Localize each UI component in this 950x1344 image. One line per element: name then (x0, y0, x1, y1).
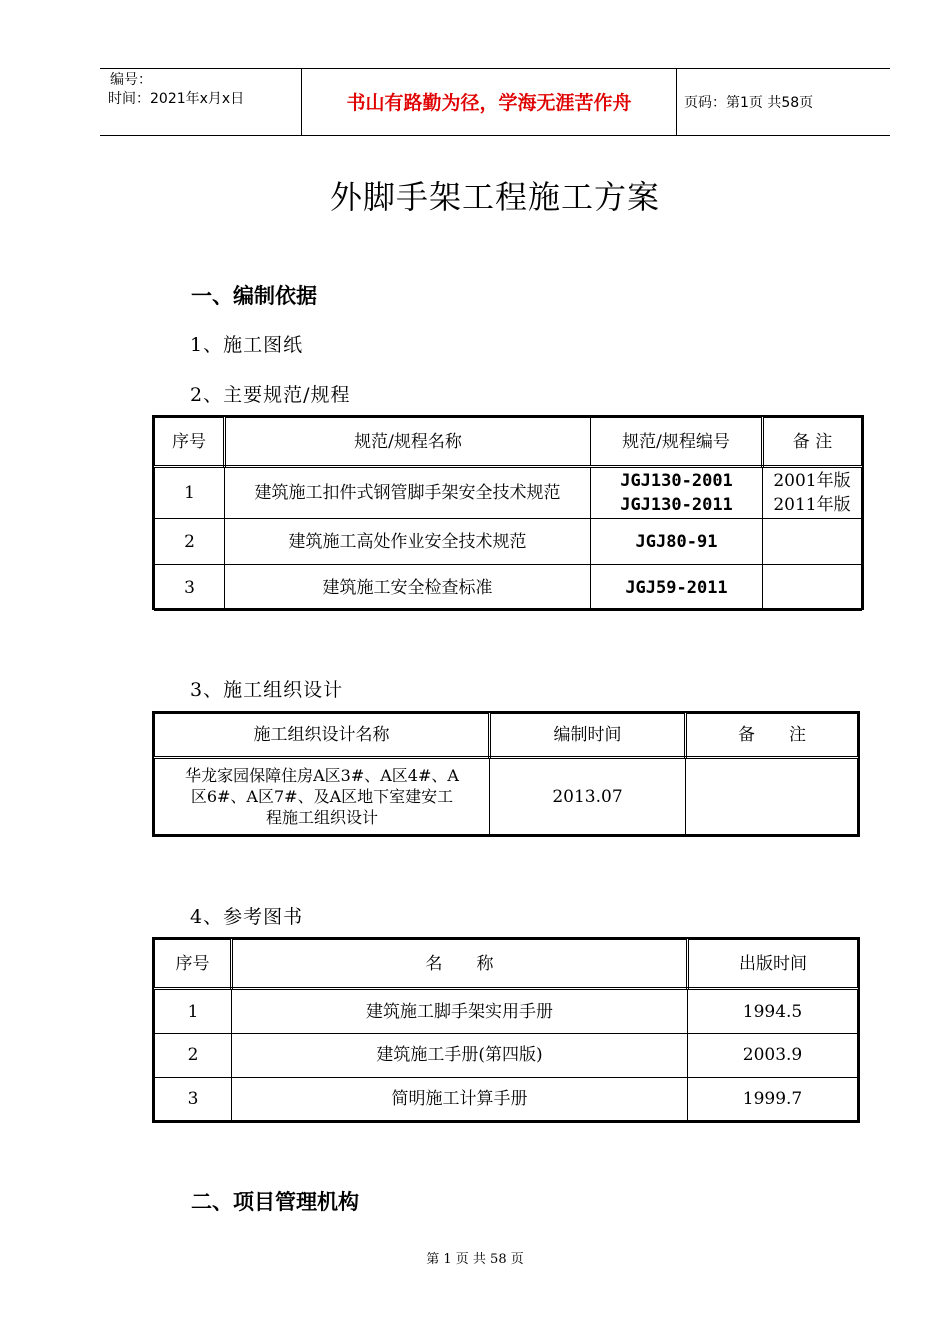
table-header-cell: 名 称 (232, 940, 688, 989)
table-header-cell: 备 注 (763, 418, 862, 467)
table-cell: 2 (155, 1034, 232, 1077)
table-cell: 3 (155, 1077, 232, 1120)
table-cell: 建筑施工安全检查标准 (225, 565, 591, 611)
document-title: 外脚手架工程施工方案 (329, 178, 660, 216)
table-row (155, 1077, 858, 1120)
table-cell (763, 467, 862, 519)
page-footer: 第 1 页 共 58 页 (426, 1252, 524, 1267)
design-table (152, 711, 860, 837)
table-cell: 2003.9 (688, 1034, 858, 1077)
table-row (155, 758, 858, 835)
table-header-cell: 规范/规程编号 (591, 418, 763, 467)
subsection-reference-books: 4、参考图书 (190, 906, 304, 928)
table-header-cell: 序号 (155, 940, 232, 989)
table-row (155, 467, 862, 519)
table-cell: 建筑施工扣件式钢管脚手架安全技术规范 (225, 467, 591, 519)
table-row (155, 1034, 858, 1077)
design-name-line: 程施工组织设计 (265, 808, 378, 827)
books-table (152, 937, 860, 1123)
table-cell (155, 758, 490, 835)
table-cell (591, 467, 763, 519)
spec-code: JGJ130-2011 (620, 495, 733, 515)
table-header-cell: 出版时间 (688, 940, 858, 989)
table-cell: 建筑施工脚手架实用手册 (232, 989, 688, 1034)
table-cell (686, 758, 858, 835)
header-time-label: 时间：2021年x月x日 (108, 91, 245, 107)
table-row (155, 565, 862, 611)
section-heading-basis: 一、编制依据 (191, 284, 317, 308)
section-heading-management: 二、项目管理机构 (191, 1190, 359, 1214)
subsection-drawings: 1、施工图纸 (190, 334, 304, 356)
table-cell (763, 519, 862, 565)
spec-code: JGJ130-2001 (620, 471, 733, 491)
table-cell: 1999.7 (688, 1077, 858, 1120)
specs-table (152, 415, 864, 610)
header-divider (676, 68, 677, 136)
table-cell: 1 (155, 467, 225, 519)
table-cell: JGJ80-91 (591, 519, 763, 565)
table-header-cell: 编制时间 (490, 714, 686, 758)
table-cell: 简明施工计算手册 (232, 1077, 688, 1120)
table-cell: 1 (155, 989, 232, 1034)
table-header-cell: 施工组织设计名称 (155, 714, 490, 758)
table-row (155, 519, 862, 565)
spec-note: 2011年版 (773, 495, 851, 515)
header-page-label: 页码：第1页 共58页 (684, 95, 814, 111)
table-cell (763, 565, 862, 611)
header-motto: 书山有路勤为径，学海无涯苦作舟 (346, 92, 632, 114)
table-header-cell: 规范/规程名称 (225, 418, 591, 467)
table-row (155, 989, 858, 1034)
table-header-cell: 序号 (155, 418, 225, 467)
subsection-specs: 2、主要规范/规程 (190, 384, 351, 406)
design-name-line: 区6#、A区7#、及A区地下室建安工 (190, 787, 454, 806)
spec-note: 2001年版 (773, 471, 851, 491)
header-number-label: 编号： (110, 72, 152, 88)
table-cell: 3 (155, 565, 225, 611)
table-cell: 建筑施工手册(第四版) (232, 1034, 688, 1077)
header-bottom-rule (100, 135, 890, 136)
table-cell: 2 (155, 519, 225, 565)
table-cell: 1994.5 (688, 989, 858, 1034)
table-cell: JGJ59-2011 (591, 565, 763, 611)
subsection-construction-design: 3、施工组织设计 (190, 679, 344, 701)
design-name-line: 华龙家园保障住房A区3#、A区4#、A (185, 766, 459, 785)
table-header-cell: 备 注 (686, 714, 858, 758)
table-cell: 建筑施工高处作业安全技术规范 (225, 519, 591, 565)
header-top-rule (100, 68, 890, 69)
table-cell: 2013.07 (490, 758, 686, 835)
